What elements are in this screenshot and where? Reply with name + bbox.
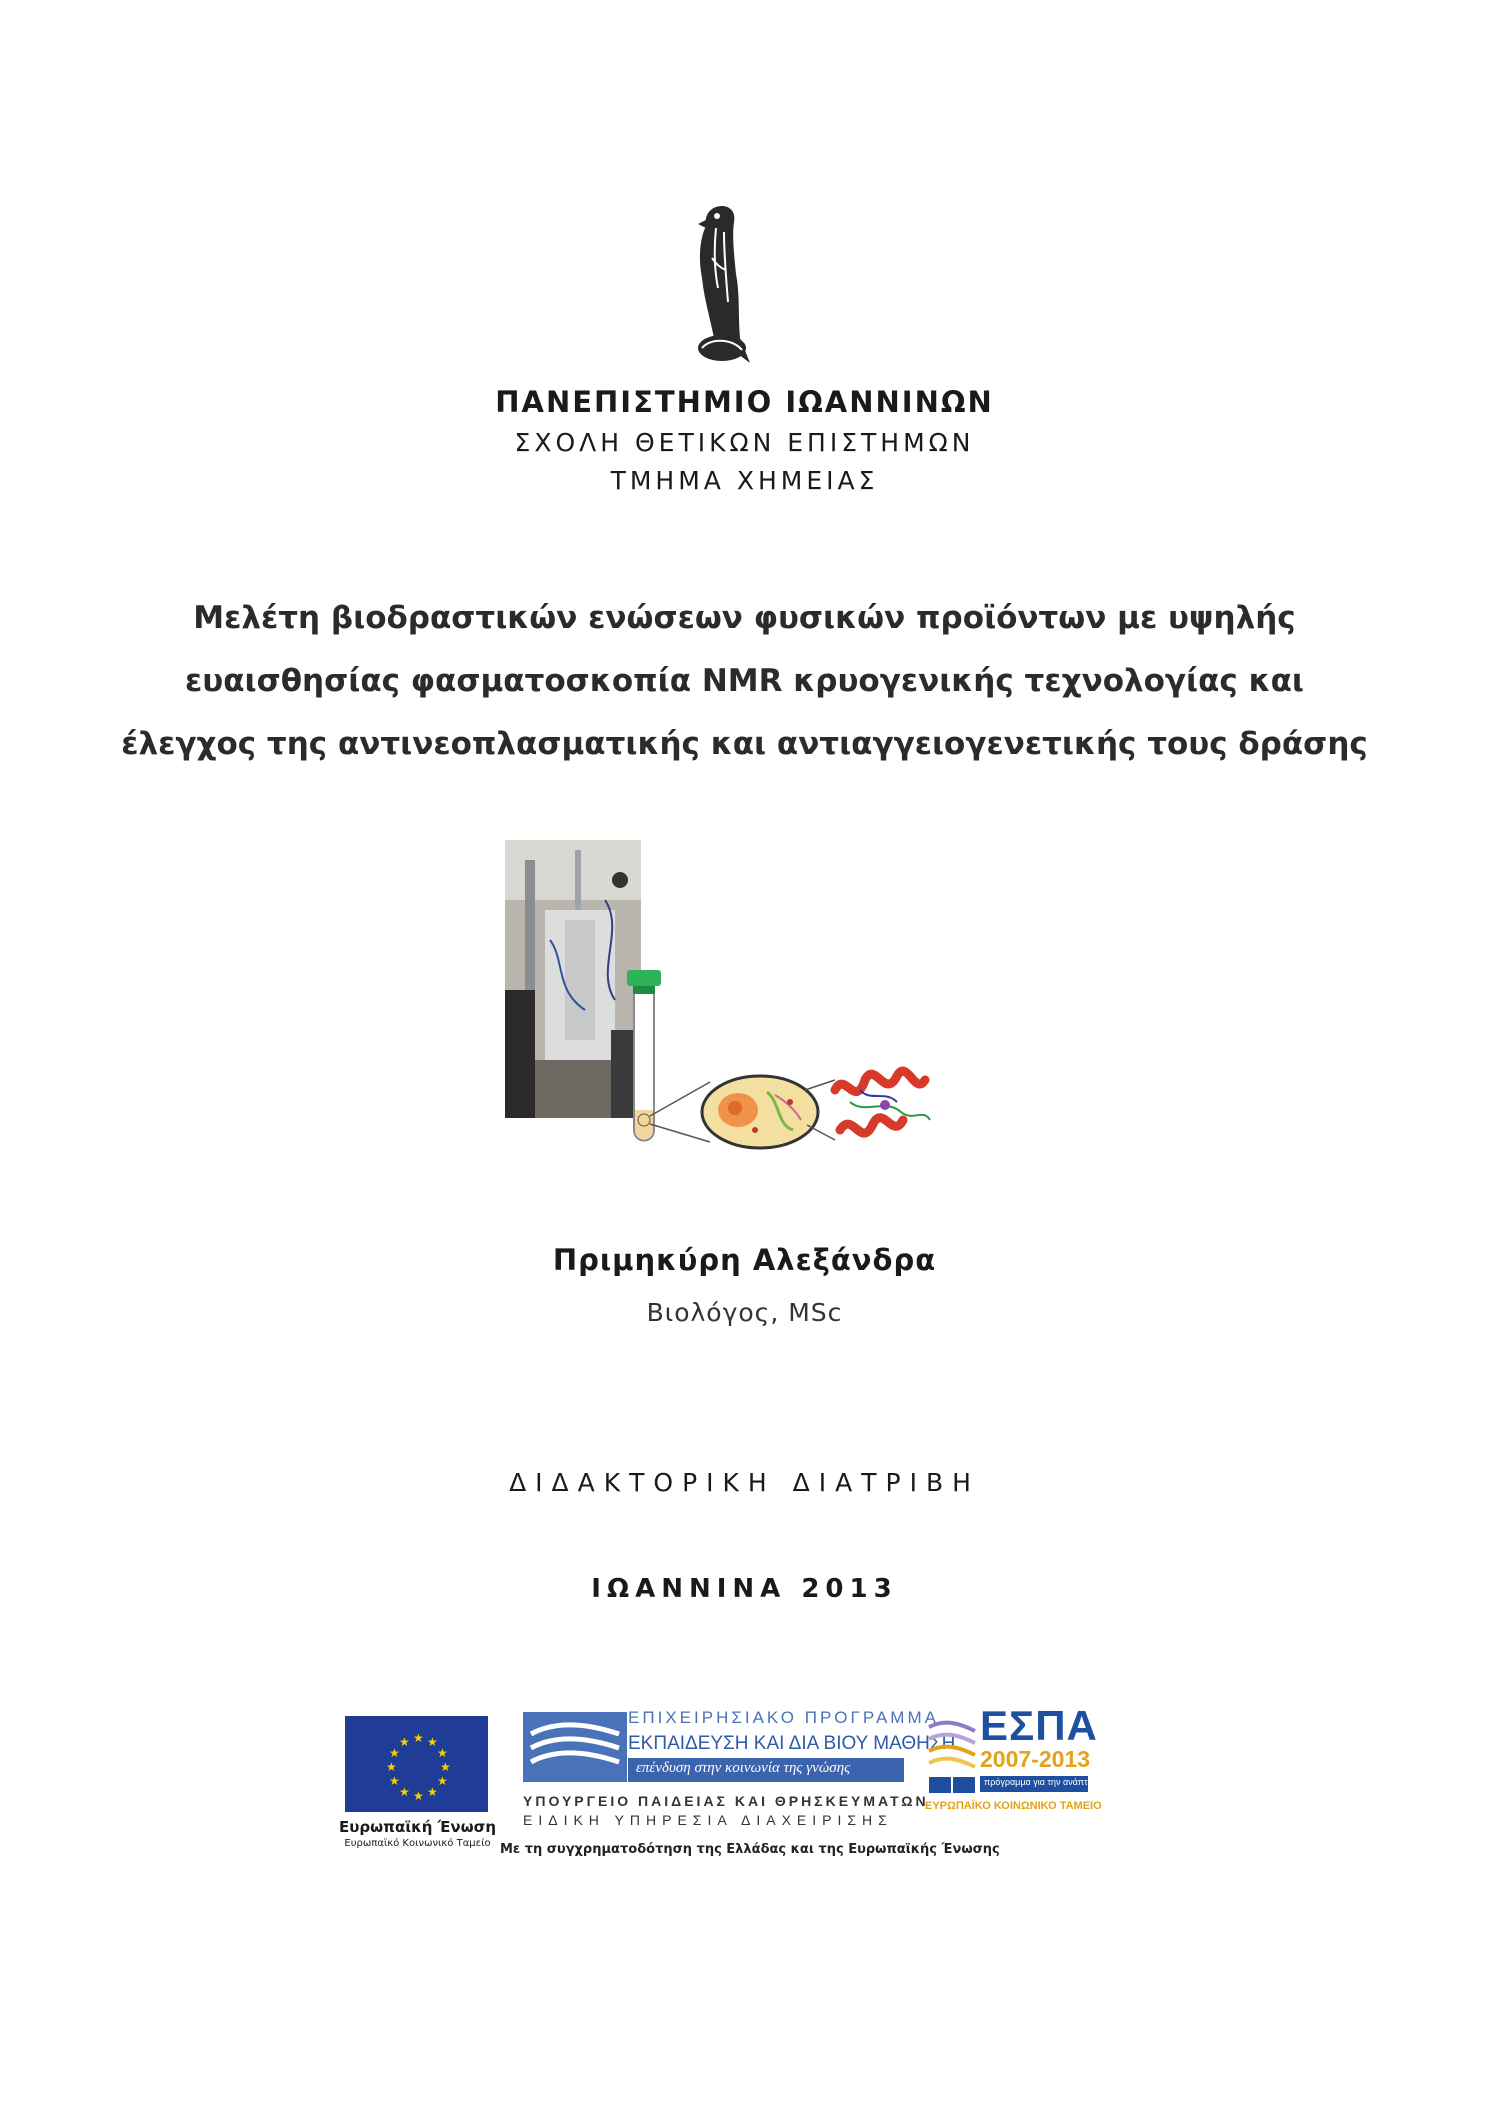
programme-logo-icon xyxy=(523,1712,627,1782)
espa-years: 2007-2013 xyxy=(980,1746,1090,1772)
nmr-spectrometer-photo xyxy=(505,840,641,1118)
ministry-name: ΥΠΟΥΡΓΕΙΟ ΠΑΙΔΕΙΑΣ ΚΑΙ ΘΡΗΣΚΕΥΜΑΤΩΝ xyxy=(523,1793,929,1809)
author-degree: Βιολόγος, MSc xyxy=(646,1298,843,1327)
svg-text:★: ★ xyxy=(437,1774,448,1788)
title-line-1: Μελέτη βιοδραστικών ενώσεων φυσικών προϊόντων με υψηλής xyxy=(193,600,1296,636)
managing-service: ΕΙΔΙΚΗ ΥΠΗΡΕΣΙΑ ΔΙΑΧΕΙΡΙΣΗΣ xyxy=(523,1812,893,1828)
eu-flag-icon xyxy=(345,1716,488,1812)
svg-text:★: ★ xyxy=(389,1774,400,1788)
school-name: ΣΧΟΛΗ ΘΕΤΙΚΩΝ ΕΠΙΣΤΗΜΩΝ xyxy=(514,428,975,457)
cofunding-note: Με τη συγχρηματοδότηση της Ελλάδας και της Ευρωπαϊκής Ένωσης xyxy=(500,1842,1000,1857)
espa-tagline: πρόγραμμα για την ανάπτυξη xyxy=(984,1777,1102,1787)
nmr-figure xyxy=(505,840,935,1160)
svg-text:★: ★ xyxy=(413,1789,424,1803)
cell-icon xyxy=(702,1076,818,1148)
eu-fund: Ευρωπαϊκό Κοινωνικό Ταμείο xyxy=(344,1838,491,1849)
protein-structure-icon xyxy=(835,1071,930,1133)
owl-emblem-icon xyxy=(670,198,780,368)
svg-text:★: ★ xyxy=(389,1746,400,1760)
author-name: Πριμηκύρη Αλεξάνδρα xyxy=(552,1243,937,1277)
svg-text:★: ★ xyxy=(399,1735,410,1749)
svg-text:★: ★ xyxy=(399,1785,410,1799)
svg-text:★: ★ xyxy=(386,1760,397,1774)
title-line-3: έλεγχος της αντινεοπλασματικής και αντιαγγειογενετικής τους δράσης xyxy=(121,726,1368,762)
svg-text:★: ★ xyxy=(427,1785,438,1799)
espa-fund: ΕΥΡΩΠΑΪΚΟ ΚΟΙΝΩΝΙΚΟ ΤΑΜΕΙΟ xyxy=(925,1800,1102,1812)
programme-line-2: ΕΚΠΑΙΔΕΥΣΗ ΚΑΙ ΔΙΑ ΒΙΟΥ ΜΑΘΗΣΗ xyxy=(628,1733,956,1754)
svg-text:★: ★ xyxy=(427,1735,438,1749)
department-name: ΤΜΗΜΑ ΧΗΜΕΙΑΣ xyxy=(610,466,879,495)
svg-text:★: ★ xyxy=(437,1746,448,1760)
university-name: ΠΑΝΕΠΙΣΤΗΜΙΟ ΙΩΑΝΝΙΝΩΝ xyxy=(495,385,994,419)
espa-name: ΕΣΠΑ xyxy=(980,1702,1098,1749)
programme-line-1: ΕΠΙΧΕΙΡΗΣΙΑΚΟ ΠΡΟΓΡΑΜΜΑ xyxy=(628,1708,939,1727)
programme-slogan: επένδυση στην κοινωνία της γνώσης xyxy=(636,1760,851,1776)
svg-text:★: ★ xyxy=(413,1731,424,1745)
eu-name: Ευρωπαϊκή Ένωση xyxy=(338,1818,497,1836)
place-year: ΙΩΑΝΝΙΝΑ 2013 xyxy=(591,1574,898,1604)
svg-text:★: ★ xyxy=(440,1760,451,1774)
document-type: ΔΙΔΑΚΤΟΡΙΚΗ ΔΙΑΤΡΙΒΗ xyxy=(509,1468,980,1497)
title-line-2: ευαισθησίας φασματοσκοπία NMR κρυογενικής τεχνολογίας και xyxy=(185,663,1304,699)
